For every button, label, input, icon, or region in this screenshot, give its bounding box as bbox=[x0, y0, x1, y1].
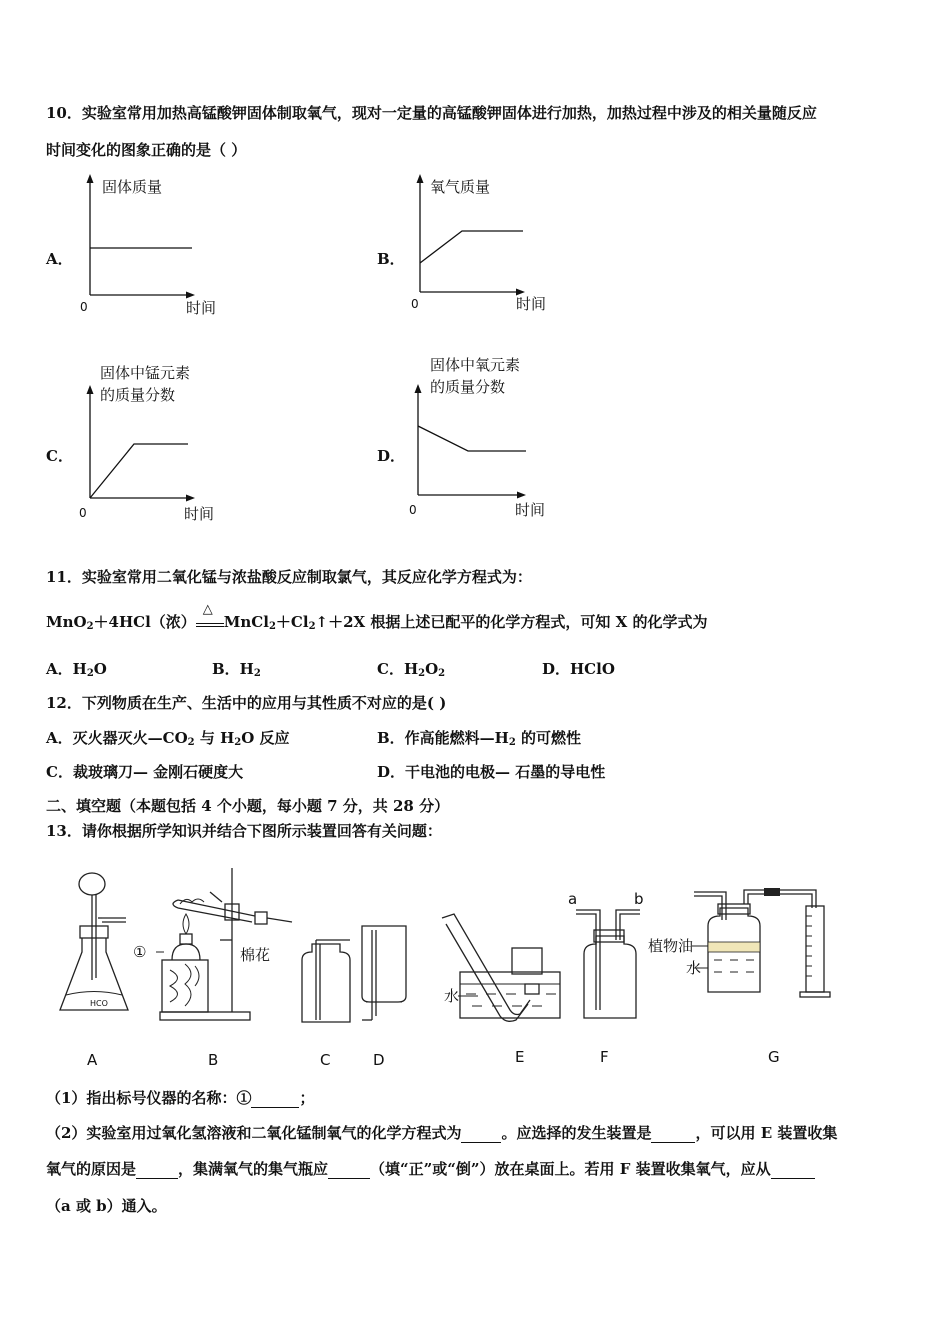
svg-text:D: D bbox=[373, 1051, 385, 1069]
apparatus-a bbox=[60, 873, 128, 1069]
blank-5[interactable] bbox=[328, 1160, 370, 1179]
q13-part-2-line2: 氧气的原因是 ，集满氧气的集气瓶应 （填“正”或“倒”）放在桌面上。若用 F 装置收集氧气，应从 bbox=[46, 1158, 815, 1179]
heat-symbol-icon: △ bbox=[202, 602, 213, 617]
q10-option-c-label[interactable]: C． bbox=[46, 447, 73, 465]
q12-stem: 12．下列物质在生产、生活中的应用与其性质不对应的是( ) bbox=[46, 694, 447, 712]
graph-d-origin: 0 bbox=[409, 503, 417, 517]
q13-part-2-line1: （2）实验室用过氧化氢溶液和二氧化锰制氧气的化学方程式为 。应选择的发生装置是 ，可以用 E 装置收集 bbox=[46, 1124, 838, 1142]
q11-option-b[interactable]: B．$H_2$ bbox=[212, 660, 261, 679]
svg-text:E: E bbox=[515, 1048, 525, 1066]
svg-text:B: B bbox=[208, 1051, 219, 1069]
q10-option-a-label[interactable]: A． bbox=[46, 250, 73, 268]
q12-option-c[interactable]: C．裁玻璃刀— 金刚石硬度大 bbox=[46, 763, 244, 781]
apparatus-f bbox=[568, 890, 644, 1066]
reaction-arrow bbox=[196, 602, 224, 627]
graph-b-xlabel: 时间 bbox=[516, 295, 547, 313]
svg-text:HCO: HCO bbox=[90, 999, 108, 1008]
q11-equation: MnO$_2$＋4HCl（浓） △ $MnCl_2+Cl_2↑+2X$ 根据上述已配平的化学方程式，可知 X 的化学式为 bbox=[46, 602, 708, 632]
q10-option-d-label[interactable]: D． bbox=[377, 447, 406, 465]
q10-graph-b bbox=[400, 170, 570, 324]
graph-d-xlabel: 时间 bbox=[515, 501, 546, 519]
graph-c-xlabel: 时间 bbox=[184, 505, 215, 523]
blank-2[interactable] bbox=[461, 1124, 501, 1143]
svg-text:①: ① bbox=[133, 943, 147, 961]
svg-text:水: 水 bbox=[686, 959, 702, 977]
q12-option-b[interactable]: B．作高能燃料$—H_2$ 的可燃性 bbox=[377, 729, 582, 748]
apparatus-e bbox=[442, 914, 560, 1066]
graph-a-origin: 0 bbox=[80, 300, 88, 314]
q10-graph-d bbox=[398, 350, 568, 529]
q13-part-1: （1）指出标号仪器的名称：① ； bbox=[46, 1089, 315, 1107]
graph-d-ylabel-2: 的质量分数 bbox=[430, 378, 506, 396]
apparatus-g bbox=[648, 888, 830, 1066]
blank-3[interactable] bbox=[651, 1124, 695, 1143]
q11-option-a[interactable]: A．$H_2O$ bbox=[46, 660, 107, 679]
blank-6[interactable] bbox=[771, 1160, 815, 1179]
section-2-heading: 二、填空题（本题包括 4 个小题，每小题 7 分，共 28 分） bbox=[46, 797, 450, 815]
svg-text:G: G bbox=[768, 1048, 780, 1066]
graph-a-ylabel: 固体质量 bbox=[102, 178, 163, 196]
graph-b-ylabel: 氧气质量 bbox=[430, 178, 491, 196]
q11-option-d[interactable]: D．HClO bbox=[542, 660, 615, 678]
blank-1[interactable] bbox=[251, 1089, 299, 1108]
q11-stem: 11．实验室常用二氧化锰与浓盐酸反应制取氯气，其反应化学方程式为： bbox=[46, 568, 532, 586]
q10-stem-line2: 时间变化的图象正确的是（ ） bbox=[46, 141, 247, 159]
q11-option-c[interactable]: C．$H_2O_2$ bbox=[377, 660, 446, 679]
svg-text:A: A bbox=[87, 1051, 98, 1069]
svg-text:a: a bbox=[568, 890, 578, 908]
graph-b-origin: 0 bbox=[411, 297, 419, 311]
apparatus-d bbox=[362, 926, 406, 1069]
q10-graph-a bbox=[70, 170, 240, 324]
q10-stem-line1: 10．实验室常用加热高锰酸钾固体制取氧气，现对一定量的高锰酸钾固体进行加热，加热过程中涉及的相关量随反应 bbox=[46, 104, 817, 122]
q13-apparatus-figure bbox=[40, 860, 860, 1079]
q12-option-a[interactable]: A．灭火器灭火$—CO_2$ 与 $H_2O$ 反应 bbox=[46, 729, 290, 748]
svg-text:棉花: 棉花 bbox=[240, 946, 271, 964]
svg-text:水: 水 bbox=[444, 987, 460, 1005]
graph-c-ylabel-2: 的质量分数 bbox=[100, 386, 176, 404]
q12-option-d[interactable]: D．干电池的电极— 石墨的导电性 bbox=[377, 763, 606, 781]
apparatus-b bbox=[133, 868, 292, 1069]
svg-text:植物油: 植物油 bbox=[648, 937, 694, 955]
q13-part-2-line3: （a 或 b）通入。 bbox=[46, 1197, 167, 1215]
q13-stem: 13．请你根据所学知识并结合下图所示装置回答有关问题： bbox=[46, 822, 442, 840]
q10-option-b-label[interactable]: B． bbox=[377, 250, 405, 268]
graph-c-origin: 0 bbox=[79, 506, 87, 520]
blank-4[interactable] bbox=[136, 1160, 178, 1179]
apparatus-c bbox=[302, 940, 350, 1069]
graph-a-xlabel: 时间 bbox=[186, 299, 217, 317]
svg-text:F: F bbox=[600, 1048, 609, 1066]
graph-d-ylabel-1: 固体中氧元素 bbox=[430, 356, 521, 374]
svg-text:C: C bbox=[320, 1051, 331, 1069]
q10-graph-c bbox=[70, 358, 240, 532]
graph-c-ylabel-1: 固体中锰元素 bbox=[100, 364, 191, 382]
svg-text:b: b bbox=[634, 890, 644, 908]
